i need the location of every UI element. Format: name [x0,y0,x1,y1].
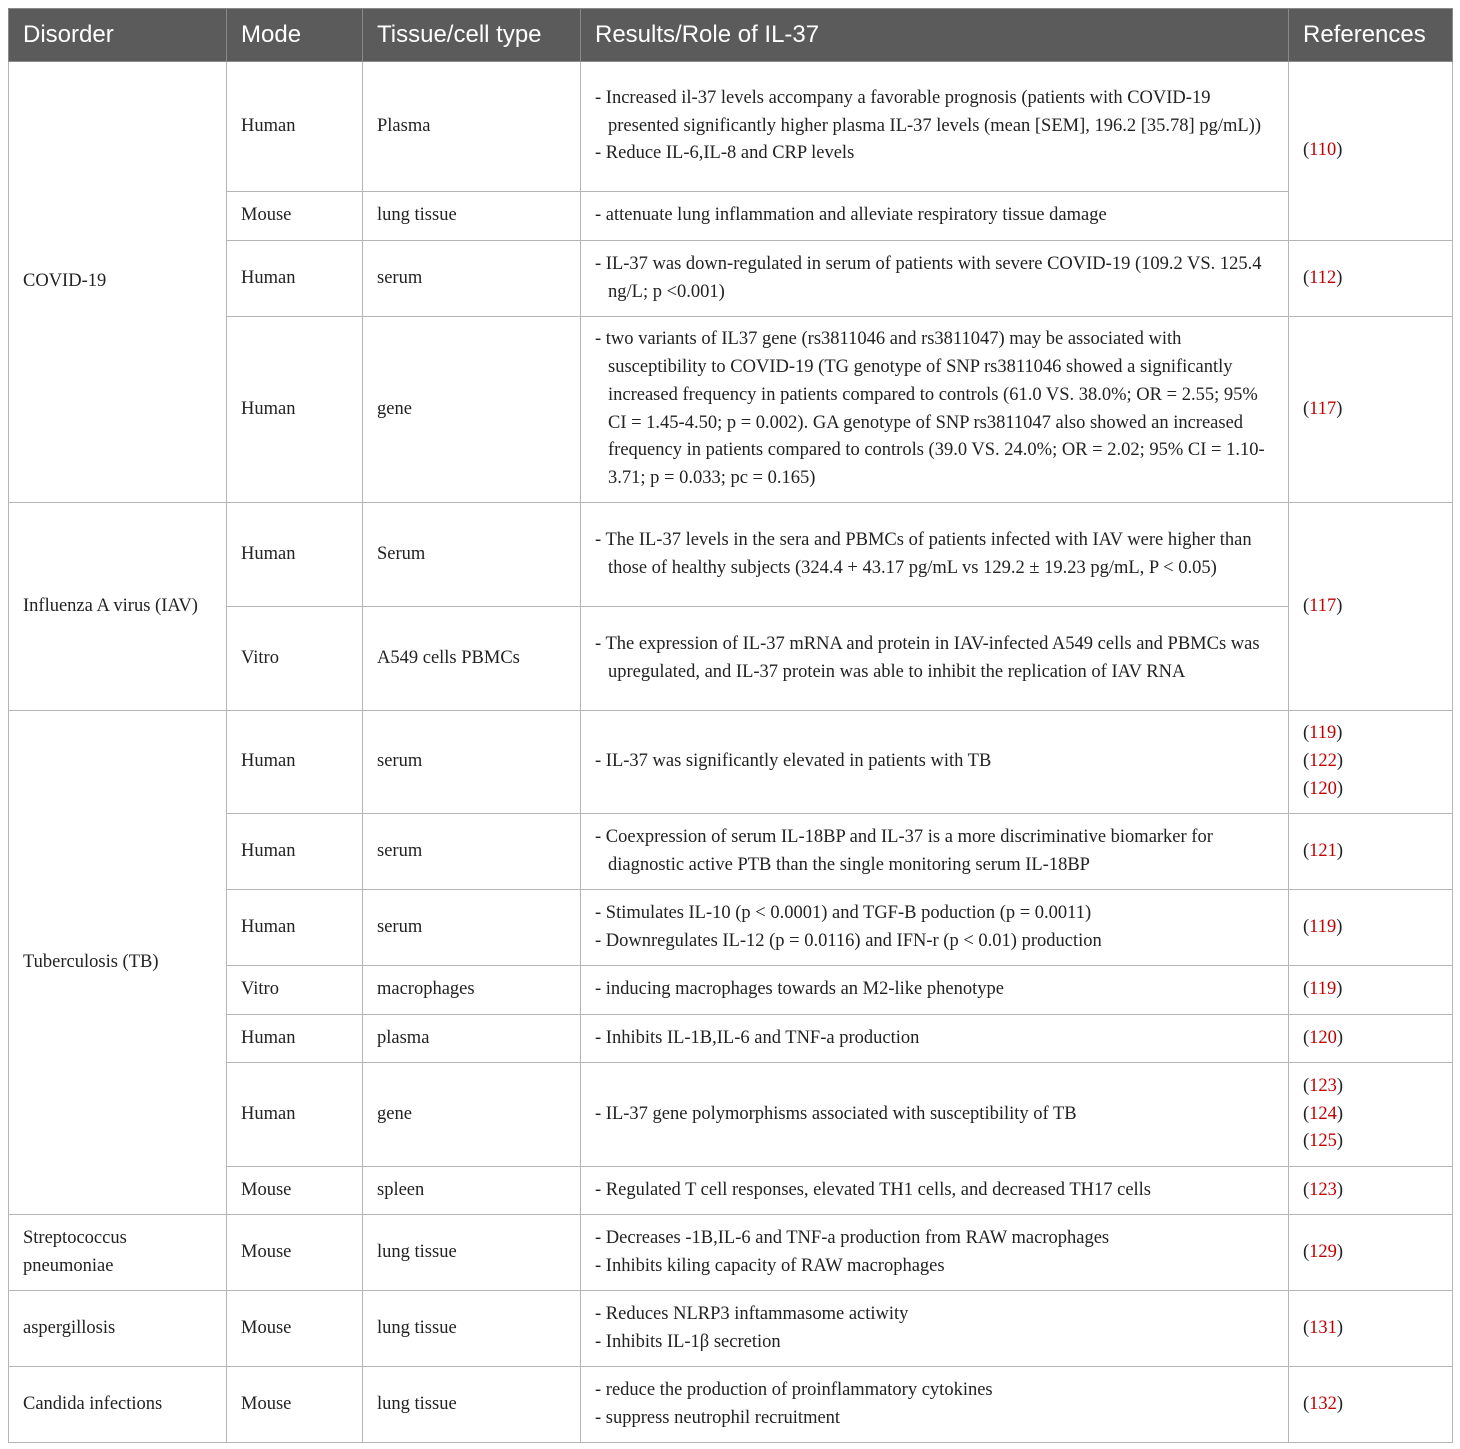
result-line: - suppress neutrophil recruitment [595,1407,841,1428]
reference-link[interactable]: (119) [1303,916,1343,937]
results-cell [581,711,1289,814]
reference-link[interactable]: (119) [1303,979,1343,1000]
reference-link[interactable]: (120) [1303,1027,1344,1048]
mode-cell: Vitro [227,607,363,711]
reference-link[interactable]: (132) [1303,1393,1344,1414]
reference-number[interactable]: 119 [1309,916,1337,937]
references-cell [1289,503,1453,711]
results-cell [581,317,1289,503]
tissue-cell: Plasma [363,62,581,192]
results-cell [581,192,1289,241]
reference-link[interactable]: (120) [1303,778,1344,799]
reference-link[interactable]: (117) [1303,398,1343,419]
reference-number[interactable]: 123 [1309,1179,1337,1200]
reference-link[interactable]: (117) [1303,595,1343,616]
mode-cell: Human [227,1015,363,1063]
tissue-cell: serum [363,711,581,814]
references-cell [1289,711,1453,814]
il37-table [8,8,1453,1443]
result-line: - Inhibits IL-1β secretion [595,1331,781,1352]
result-line: - Inhibits kiling capacity of RAW macrophages [595,1255,945,1276]
results-cell [581,607,1289,711]
tissue-cell: gene [363,317,581,503]
mode-cell: Human [227,317,363,503]
result-line: - two variants of IL37 gene (rs3811046 and rs3811047) may be associated with susceptibility to COVID-19 (TG genotype of SNP rs3811046 showed a significantly increased frequency in patients compared to controls (61.0 VS. 38.0%; OR = 2.55; 95% CI = 1.45-4.50; p = 0.002). GA genotype of SNP rs3811047 also showed an increased frequency in patients compared to controls (39.0 VS. 24.0%; OR = 2.02; 95% CI = 1.10-3.71; p = 0.033; pc = 0.165) [595,329,1265,488]
reference-number[interactable]: 117 [1309,398,1337,419]
mode-cell: Human [227,1063,363,1167]
tissue-cell: lung tissue [363,1215,581,1291]
results-cell [581,890,1289,966]
tissue-cell: lung tissue [363,1291,581,1367]
reference-number[interactable]: 112 [1309,267,1337,288]
reference-link[interactable]: (123) [1303,1179,1344,1200]
mode-cell: Human [227,503,363,607]
result-line: - Reduce IL-6,IL-8 and CRP levels [595,143,855,164]
tissue-cell: serum [363,890,581,966]
header-results: Results/Role of IL-37 [581,9,1289,62]
results-cell [581,966,1289,1015]
result-line: - Reduces NLRP3 inftammasome actiwity [595,1303,909,1324]
results-cell [581,62,1289,192]
reference-number[interactable]: 132 [1309,1393,1337,1414]
references-cell [1289,1367,1453,1443]
reference-link[interactable]: (124) [1303,1103,1344,1124]
mode-cell: Human [227,814,363,890]
references-cell [1289,241,1453,317]
mode-cell: Human [227,62,363,192]
reference-number[interactable]: 125 [1309,1131,1337,1152]
reference-link[interactable]: (122) [1303,751,1344,772]
reference-number[interactable]: 110 [1309,140,1337,161]
mode-cell: Human [227,241,363,317]
reference-number[interactable]: 120 [1309,1027,1337,1048]
disorder-cell: Streptococcus pneumoniae [9,1215,227,1291]
table-row [9,503,1453,607]
reference-number[interactable]: 120 [1309,778,1337,799]
disorder-cell: Candida infections [9,1367,227,1443]
tissue-cell: lung tissue [363,192,581,241]
result-line: - reduce the production of proinflammatory cytokines [595,1379,993,1400]
references-cell [1289,890,1453,966]
reference-number[interactable]: 119 [1309,723,1337,744]
references-cell [1289,62,1453,241]
result-line: - Downregulates IL-12 (p = 0.0116) and IFN-r (p < 0.01) production [595,930,1102,951]
table-row [9,1367,1453,1443]
table-row [9,1291,1453,1367]
tissue-cell: macrophages [363,966,581,1015]
result-line: - IL-37 was significantly elevated in patients with TB [595,751,992,772]
reference-link[interactable]: (121) [1303,840,1344,861]
tissue-cell: serum [363,241,581,317]
tissue-cell: gene [363,1063,581,1167]
result-line: - Inhibits IL-1B,IL-6 and TNF-a production [595,1027,920,1048]
header-row [9,9,1453,62]
reference-link[interactable]: (123) [1303,1075,1344,1096]
disorder-cell: Influenza A virus (IAV) [9,503,227,711]
reference-number[interactable]: 121 [1309,840,1337,861]
results-cell [581,1167,1289,1215]
disorder-cell: COVID-19 [9,62,227,503]
mode-cell: Vitro [227,966,363,1015]
references-cell [1289,1063,1453,1167]
reference-number[interactable]: 117 [1309,595,1337,616]
references-cell [1289,1015,1453,1063]
reference-link[interactable]: (129) [1303,1241,1344,1262]
header-tissue: Tissue/cell type [363,9,581,62]
table-row [9,62,1453,192]
table-row [9,1215,1453,1291]
references-cell [1289,1215,1453,1291]
mode-cell: Mouse [227,1215,363,1291]
results-cell [581,1215,1289,1291]
results-cell [581,1291,1289,1367]
result-line: - Stimulates IL-10 (p < 0.0001) and TGF-B poduction (p = 0.0011) [595,902,1092,923]
reference-number[interactable]: 129 [1309,1241,1337,1262]
reference-number[interactable]: 124 [1309,1103,1337,1124]
reference-link[interactable]: (110) [1303,140,1343,161]
tissue-cell: A549 cells PBMCs [363,607,581,711]
references-cell [1289,966,1453,1015]
results-cell [581,503,1289,607]
disorder-cell: Tuberculosis (TB) [9,711,227,1215]
results-cell [581,1063,1289,1167]
reference-number[interactable]: 123 [1309,1075,1337,1096]
references-cell [1289,1291,1453,1367]
results-cell [581,1367,1289,1443]
header-disorder: Disorder [9,9,227,62]
header-references: References [1289,9,1453,62]
reference-link[interactable]: (119) [1303,723,1343,744]
reference-link[interactable]: (112) [1303,267,1343,288]
result-line: - Increased il-37 levels accompany a favorable prognosis (patients with COVID-19 presented significantly higher plasma IL-37 levels (mean [SEM], 196.2 [35.78] pg/mL)) [595,87,1261,136]
result-line: - IL-37 gene polymorphisms associated with susceptibility of TB [595,1103,1077,1124]
mode-cell: Mouse [227,1167,363,1215]
results-cell [581,241,1289,317]
reference-number[interactable]: 119 [1309,979,1337,1000]
references-cell [1289,317,1453,503]
results-cell [581,814,1289,890]
result-line: - inducing macrophages towards an M2-like phenotype [595,979,1004,1000]
results-cell [581,1015,1289,1063]
mode-cell: Human [227,711,363,814]
disorder-cell: aspergillosis [9,1291,227,1367]
result-line: - The IL-37 levels in the sera and PBMCs of patients infected with IAV were higher than those of healthy subjects (324.4 + 43.17 pg/mL vs 129.2 ± 19.23 pg/mL, P < 0.05) [595,529,1252,578]
references-cell [1289,814,1453,890]
reference-link[interactable]: (125) [1303,1131,1344,1152]
result-line: - attenuate lung inflammation and alleviate respiratory tissue damage [595,205,1107,226]
tissue-cell: lung tissue [363,1367,581,1443]
reference-number[interactable]: 131 [1309,1317,1337,1338]
result-line: - Regulated T cell responses, elevated TH1 cells, and decreased TH17 cells [595,1179,1152,1200]
references-cell [1289,1167,1453,1215]
result-line: - Coexpression of serum IL-18BP and IL-37 is a more discriminative biomarker for diagnostic active PTB than the single monitoring serum IL-18BP [595,826,1213,875]
result-line: - Decreases -1B,IL-6 and TNF-a production from RAW macrophages [595,1227,1110,1248]
result-line: - The expression of IL-37 mRNA and protein in IAV-infected A549 cells and PBMCs was upregulated, and IL-37 protein was able to inhibit the replication of IAV RNA [595,633,1260,682]
table-row [9,711,1453,814]
mode-cell: Human [227,890,363,966]
tissue-cell: spleen [363,1167,581,1215]
mode-cell: Mouse [227,192,363,241]
reference-link[interactable]: (131) [1303,1317,1344,1338]
reference-number[interactable]: 122 [1309,751,1337,772]
tissue-cell: serum [363,814,581,890]
mode-cell: Mouse [227,1291,363,1367]
result-line: - IL-37 was down-regulated in serum of patients with severe COVID-19 (109.2 VS. 125.4 ng/L; p <0.001) [595,253,1262,302]
tissue-cell: plasma [363,1015,581,1063]
tissue-cell: Serum [363,503,581,607]
header-mode: Mode [227,9,363,62]
mode-cell: Mouse [227,1367,363,1443]
